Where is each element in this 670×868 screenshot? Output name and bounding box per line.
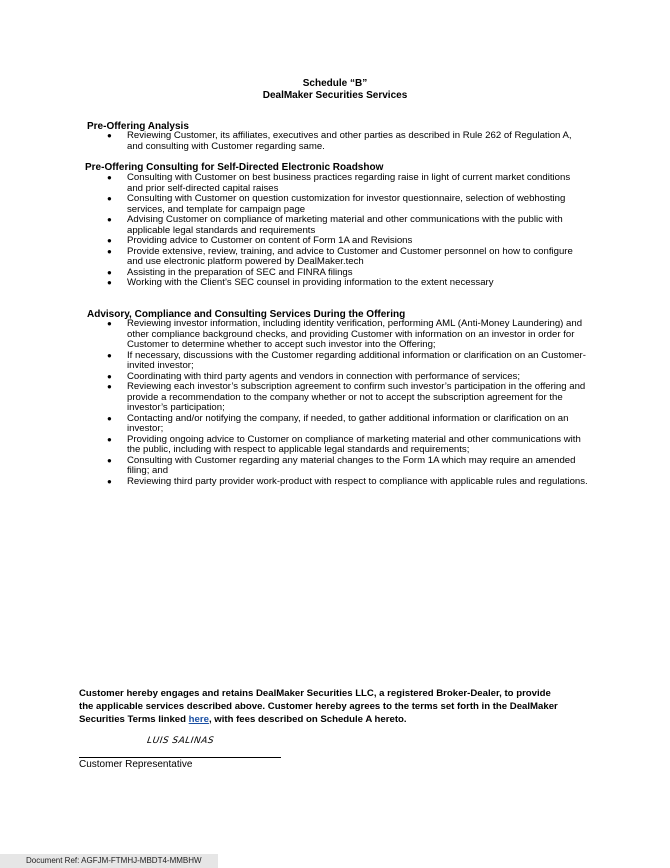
list-item: ● Providing ongoing advice to Customer on compliance of marketing material and other communications with the public, including with respect to applicable legal standards and requirements; [107, 435, 592, 456]
document-subtitle: DealMaker Securities Services [262, 90, 408, 101]
section-heading-advisory: Advisory, Compliance and Consulting Services During the Offering [87, 309, 406, 320]
schedule-title: Schedule “B” [302, 78, 368, 89]
list-item: ● Reviewing investor information, including identity verification, performing AML (Anti-Money Laundering) and other compliance background checks, and providing Customer with information on an investor in order for Customer to determine whether to accept such investor into the Offering; [107, 319, 592, 351]
list-item: ● Coordinating with third party agents and vendors in connection with performance of services; [107, 372, 592, 383]
signature-label: Customer Representative [79, 759, 193, 770]
list-item: ● If necessary, discussions with the Customer regarding additional information or clarification on an Customer-invited investor; [107, 351, 592, 372]
advisory-list [107, 319, 592, 487]
list-item: ● Contacting and/or notifying the company, if needed, to gather additional information or clarification on an investor; [107, 414, 592, 435]
list-item: ● Advising Customer on compliance of marketing material and other communications with the public with applicable legal standards and requirements [107, 215, 587, 236]
list-item: ● Reviewing Customer, its affiliates, executives and other parties as described in Rule 262 of Regulation A, and consulting with Customer regarding same. [107, 131, 572, 152]
document-title-block [0, 78, 670, 102]
signature-line [79, 757, 281, 758]
list-item: ● Assisting in the preparation of SEC and FINRA filings [107, 268, 587, 279]
list-item: ● Working with the Client’s SEC counsel in providing information to the extent necessary [107, 278, 587, 289]
list-item: ● Consulting with Customer regarding any material changes to the Form 1A which may require an amended filing; and [107, 456, 592, 477]
list-item: ● Reviewing third party provider work-product with respect to compliance with applicable rules and regulations. [107, 477, 592, 488]
list-item: ● Reviewing each investor’s subscription agreement to confirm such investor’s participation in the offering and provide a recommendation to the company whether or not to accept the subscription agreement for the investor’s participation; [107, 382, 592, 414]
list-item: ● Providing advice to Customer on content of Form 1A and Revisions [107, 236, 587, 247]
list-item: ● Consulting with Customer on question customization for investor questionnaire, selection of webhosting services, and template for campaign page [107, 194, 587, 215]
agreement-paragraph [79, 687, 559, 726]
list-item: ● Provide extensive, review, training, and advice to Customer and Customer personnel on how to configure and use electronic platform powered by DealMaker.tech [107, 247, 587, 268]
document-reference: Document Ref: AGFJM-FTMHJ-MBDT4-MMBHW [0, 854, 218, 868]
agreement-text: Customer hereby engages and retains DealMaker Securities LLC, a registered Broker-Dealer, to provide the applicable services described above. Customer hereby agrees to the terms set forth in the DealMaker Securities Terms linked [79, 688, 558, 725]
customer-signature: LUIS SALINAS [146, 736, 215, 746]
list-item: ● Consulting with Customer on best business practices regarding raise in light of current market conditions and prior self-directed capital raises [107, 173, 587, 194]
terms-link[interactable]: here [188, 714, 209, 725]
section-heading-roadshow: Pre-Offering Consulting for Self-Directed Electronic Roadshow [85, 162, 384, 173]
agreement-text-end: , with fees described on Schedule A hereto. [208, 714, 407, 725]
pre-offering-analysis-list [107, 131, 572, 152]
section-heading-pre-offering-analysis: Pre-Offering Analysis [87, 121, 189, 132]
roadshow-list [107, 173, 587, 289]
